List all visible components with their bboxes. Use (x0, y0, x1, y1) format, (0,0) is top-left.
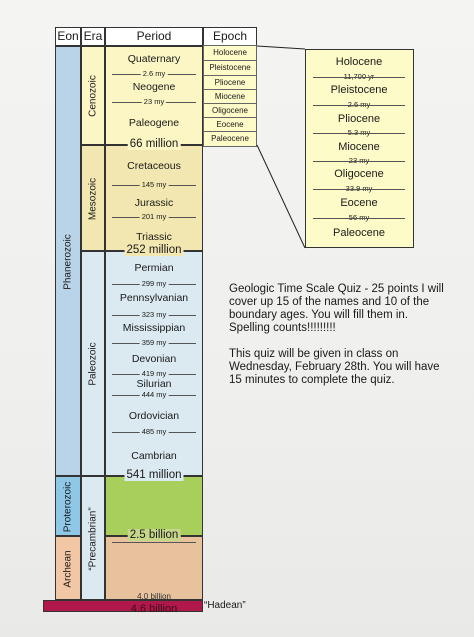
epoch-paleocene: Paleocene (203, 131, 257, 147)
age-541-million: 541 million (126, 469, 182, 481)
zoom-pleistocene: Pleistocene (330, 84, 388, 96)
age-4-6-billion: 4.6 billion (130, 603, 178, 615)
epoch-oligocene: Oligocene (203, 103, 257, 119)
age-359my: 359 my (141, 338, 167, 347)
period-cambrian: Cambrian (131, 450, 177, 462)
zoom-pliocene: Pliocene (337, 113, 381, 125)
period-silurian: Silurian (136, 378, 172, 390)
epoch-eocene: Eocene (203, 117, 257, 133)
epoch-miocene: Miocene (203, 89, 257, 105)
hadean-label: “Hadean” (204, 600, 246, 611)
zoom-paleocene: Paleocene (333, 227, 385, 239)
zoom-miocene: Miocene (338, 141, 380, 153)
period-neogene: Neogene (132, 81, 176, 93)
zoom-eocene: Eocene (340, 197, 378, 209)
zoom-boundary (313, 105, 405, 106)
age-444my: 444 my (141, 390, 167, 399)
age-485my: 485 my (141, 427, 167, 436)
era-mesozoic-label: Mesozoic (87, 177, 99, 221)
period-mississippian: Mississippian (122, 322, 186, 334)
epoch-holocene: Holocene (203, 45, 257, 61)
zoom-boundary (313, 161, 405, 162)
header-eon: Eon (55, 27, 81, 46)
period-jurassic: Jurassic (134, 197, 174, 209)
period-permian: Permian (134, 262, 174, 274)
period-cretaceous: Cretaceous (127, 160, 181, 172)
zoom-oligocene: Oligocene (334, 168, 384, 180)
age-4-0-billion: 4.0 billion (137, 592, 171, 601)
age-299my: 299 my (141, 279, 167, 288)
quiz-note-paragraph-2: This quiz will be given in class on Wednesday, February 28th. You will have 15 minutes to complete the quiz. (229, 348, 440, 386)
age-323my: 323 my (141, 310, 167, 319)
eon-archean-label: Archean (62, 550, 74, 588)
zoom-boundary (313, 189, 405, 190)
header-period: Period (105, 27, 203, 46)
era-precambrian-label: “Precambrian” (87, 507, 99, 571)
period-pennsylvanian: Pennsylvanian (119, 292, 189, 304)
zoom-boundary (313, 133, 405, 134)
epoch-pliocene: Pliocene (203, 75, 257, 91)
quiz-note-paragraph-1: Geologic Time Scale Quiz - 25 points I will cover up 15 of the names and 10 of the boundary ages. You will fill them in. Spelling counts!!!!!!!!! (229, 283, 444, 334)
period-paleogene: Paleogene (128, 117, 180, 129)
period-triassic: Triassic (136, 231, 172, 243)
zoom-holocene: Holocene (335, 56, 383, 68)
era-paleozoic-label: Paleozoic (87, 342, 99, 386)
eon-proterozoic-label: Proterozoic (62, 481, 74, 533)
epoch-pleistocene: Pleistocene (203, 60, 257, 76)
age-23my: 23 my (143, 97, 165, 106)
era-cenozoic-label: Cenozoic (87, 75, 99, 117)
period-devonian: Devonian (131, 353, 177, 365)
age-419my: 419 my (141, 369, 167, 378)
age-2-6my: 2.6 my (142, 69, 166, 78)
age-2-5-billion: 2.5 billion (129, 529, 179, 541)
header-epoch: Epoch (203, 27, 257, 46)
zoom-boundary (313, 218, 405, 219)
header-era: Era (81, 27, 105, 46)
period-ordovician: Ordovician (128, 410, 180, 422)
age-252-million: 252 million (126, 244, 182, 256)
age-201my: 201 my (141, 212, 167, 221)
age-145my: 145 my (141, 180, 167, 189)
age-66-million: 66 million (129, 138, 179, 150)
period-quaternary: Quaternary (127, 53, 181, 65)
eon-phanerozoic-label: Phanerozoic (62, 234, 74, 290)
zoom-boundary (313, 77, 405, 78)
